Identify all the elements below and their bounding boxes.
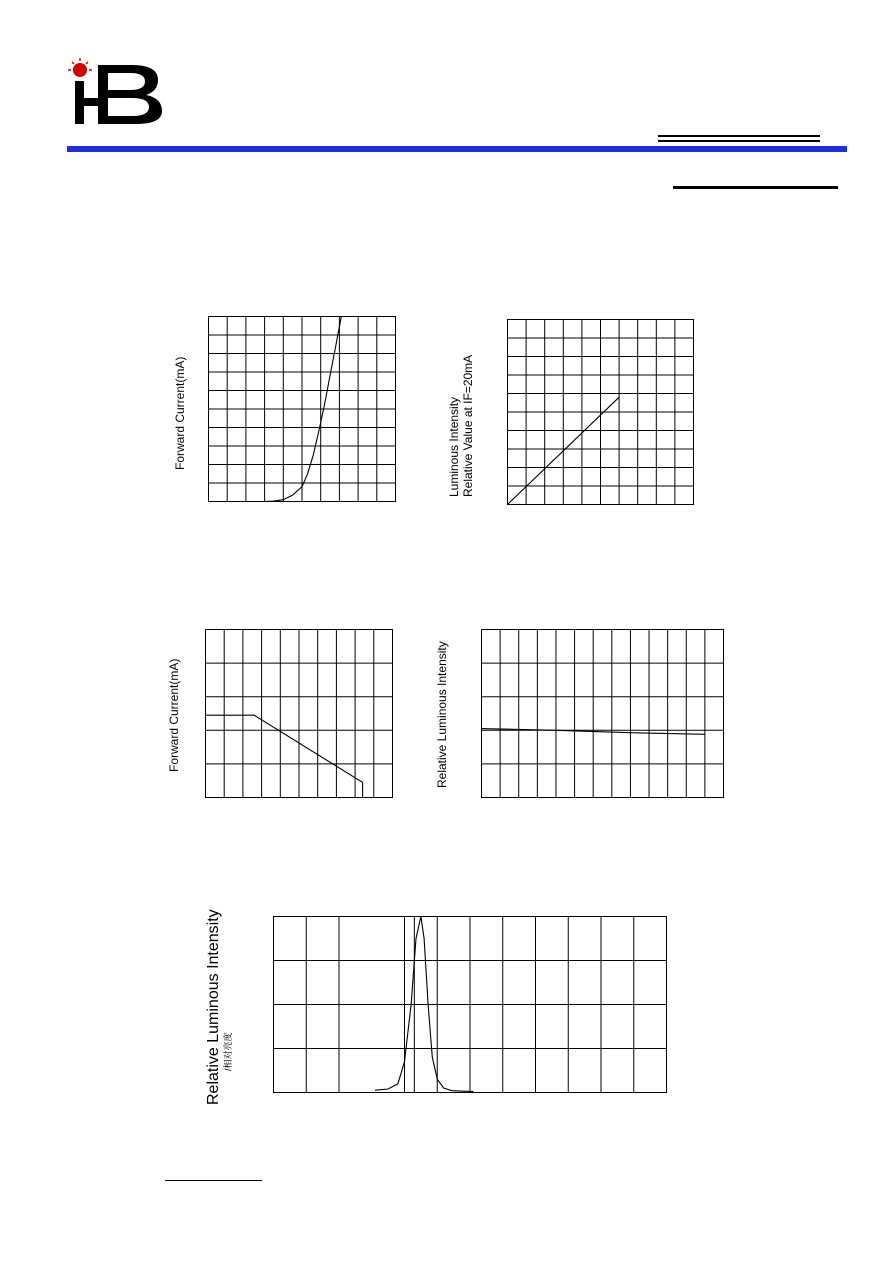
spectral-distribution-chart <box>273 916 667 1093</box>
iv-y-axis-label: Forward Current(mA) <box>173 356 187 470</box>
plot-frame <box>482 630 724 798</box>
luminous-intensity-vs-current-chart <box>507 319 694 505</box>
spectrum-y-axis-sublabel: /相对亮度 <box>223 1032 233 1071</box>
logo-letter-b <box>98 65 162 124</box>
forward-current-derating-chart <box>205 629 393 798</box>
header-blue-rule <box>67 146 847 152</box>
company-logo <box>66 54 176 134</box>
logo-letter-i <box>75 81 84 124</box>
relative-intensity-vs-temperature-chart <box>481 629 724 798</box>
liv-y-axis-label: Luminous Intensity Relative Value at IF=20mA <box>447 354 475 497</box>
derating-y-axis-label: Forward Current(mA) <box>167 658 181 772</box>
footnote-rule <box>165 1180 262 1181</box>
spectrum-y-axis-label: Relative Luminous Intensity /相对亮度 <box>205 909 233 1105</box>
forward-current-vs-voltage-chart <box>208 316 396 502</box>
series-line-1 <box>206 715 363 797</box>
title-underline <box>673 186 838 189</box>
temp-y-axis-label: Relative Luminous Intensity <box>435 641 449 788</box>
header-double-rule <box>658 135 820 142</box>
logo-red-dot <box>73 63 87 77</box>
